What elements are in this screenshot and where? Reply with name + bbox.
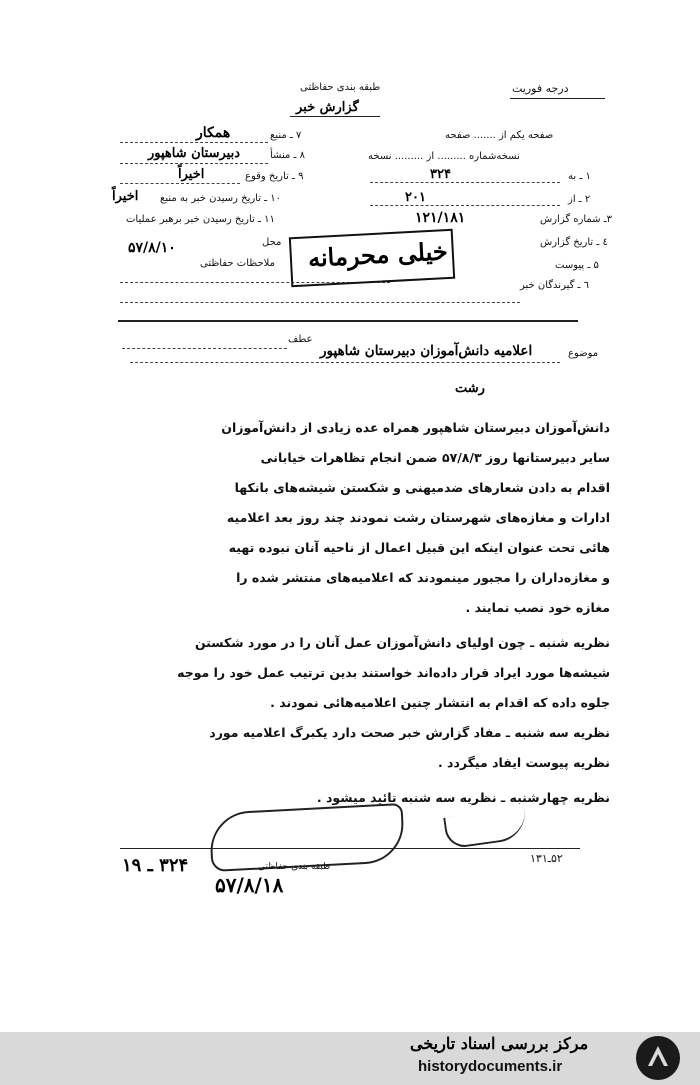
body-line: اقدام به دادن شعارهای ضدمیهنی و شکستن شیشه‌های بانکها <box>234 480 610 495</box>
field-source-line <box>120 142 268 143</box>
field-report-number-value: ۱۲۱/۱۸۱ <box>415 210 466 226</box>
body-line: ادارات و مغازه‌های شهرستان رشت نمودند چند روز بعد اعلامیه <box>226 510 610 525</box>
classified-stamp-text: خیلی محرمانه <box>307 236 449 273</box>
archive-footer <box>0 1032 700 1085</box>
field-event-date-value: اخیراً <box>178 167 205 182</box>
subject-line <box>130 362 560 363</box>
field-place: محل <box>262 237 282 248</box>
notes-line-2 <box>120 302 520 303</box>
subject-label: موضوع <box>568 348 599 359</box>
urgency-label: درجه فوریت <box>512 82 569 95</box>
field-from: ۲ ـ از <box>568 194 591 205</box>
body-line: نظریه پیوست ایفاد میگردد . <box>437 755 610 770</box>
report-title: گزارش خبر <box>296 100 359 115</box>
field-to-value: ۳۲۴ <box>430 167 451 182</box>
field-attachment: ۵ ـ پیوست <box>555 260 599 271</box>
urgency-underline <box>510 98 605 99</box>
footer-org-name: مرکز بررسی اسناد تاریخی <box>410 1034 589 1053</box>
city-name: رشت <box>455 381 485 396</box>
body-line: شیشه‌ها مورد ایراد قرار داده‌اند خواستند بدین ترتیب عمل خود را موجه <box>177 665 610 680</box>
field-from-line <box>370 205 560 206</box>
field-place-value: ۵۷/۸/۱۰ <box>128 240 176 256</box>
field-event-date-line <box>120 183 240 184</box>
field-to-line <box>370 182 560 183</box>
field-source-value: همکار <box>196 125 231 141</box>
classification-bottom: طبقه بندی حفاظتی <box>258 862 331 872</box>
field-received-date: ۱۰ ـ تاریخ رسیدن خبر به منبع <box>160 193 282 204</box>
field-report-number: ۳ـ شماره گزارش <box>540 214 613 225</box>
form-code: ۵۲ـ۱۳۱ <box>530 852 563 865</box>
body-line: نظریه شنبه ـ چون اولیای دانش‌آموزان عمل آنان را در مورد شکستن <box>194 635 610 650</box>
body-line: نظریه سه شنبه ـ مفاد گزارش خبر صحت دارد یکبرگ اعلامیه مورد <box>209 725 610 740</box>
field-origin-line <box>120 163 268 164</box>
header-divider <box>118 320 578 322</box>
archive-logo-icon <box>636 1036 680 1080</box>
field-source: ۷ ـ منبع <box>270 130 302 141</box>
ref-label: عطف <box>288 334 313 345</box>
body-line: مغازه خود نصب نمایند . <box>465 600 610 615</box>
body-line: سایر دبیرستانها روز ۵۷/۸/۳ ضمن انجام تظاهرات خیابانی <box>260 450 610 465</box>
body-line: و مغازه‌داران را مجبور مینمودند که اعلامیه‌های منتشر شده را <box>236 570 610 585</box>
body-line: جلوه داده که اقدام به انتشار چنین اعلامیه‌هائی نمودند . <box>270 695 610 710</box>
field-ops-date: ۱۱ ـ تاریخ رسیدن خبر برهبر عملیات <box>126 214 275 225</box>
bottom-divider <box>120 848 580 849</box>
field-origin: ۸ ـ منشأ <box>270 150 306 161</box>
report-body <box>100 420 610 820</box>
field-event-date: ۹ ـ تاریخ وقوع <box>245 171 304 182</box>
body-line: هائی تحت عنوان اینکه این قبیل اعمال از ناحیه آنان نبوده تهیه <box>228 540 610 555</box>
field-report-date: ٤ ـ تاریخ گزارش <box>540 237 608 248</box>
field-recipients: ٦ ـ گیرندگان خبر <box>520 280 590 291</box>
classification-top: طبقه بندی حفاظتی <box>300 82 381 93</box>
footer-website[interactable]: historydocuments.ir <box>418 1058 563 1075</box>
field-to: ۱ ـ به <box>568 171 591 182</box>
field-origin-value: دبیرستان شاهپور <box>148 146 240 161</box>
field-page: صفحه یکم از ....... صفحه <box>445 130 554 141</box>
field-notes: ملاحظات حفاظتی <box>200 258 275 269</box>
title-underline <box>290 116 380 117</box>
handwritten-date: ۵۷/۸/۱۸ <box>215 873 284 897</box>
field-copy: نسخه‌شماره ......... از ......... نسخه <box>368 151 520 162</box>
ref-line <box>122 348 287 349</box>
field-from-value: ۲۰۱ <box>405 190 426 205</box>
subject-value: اعلامیه دانش‌آموزان دبیرستان شاهپور <box>320 343 533 359</box>
body-line: نظریه چهارشنبه ـ نظریه سه شنبه تائید میشود . <box>316 790 610 805</box>
field-received-date-value: اخیراً <box>112 189 139 204</box>
body-line: دانش‌آموزان دبیرستان شاهپور همراه عده زیادی از دانش‌آموزان <box>221 420 610 435</box>
handwritten-code: ۳۲۴ ـ ۱۹ <box>122 855 189 876</box>
